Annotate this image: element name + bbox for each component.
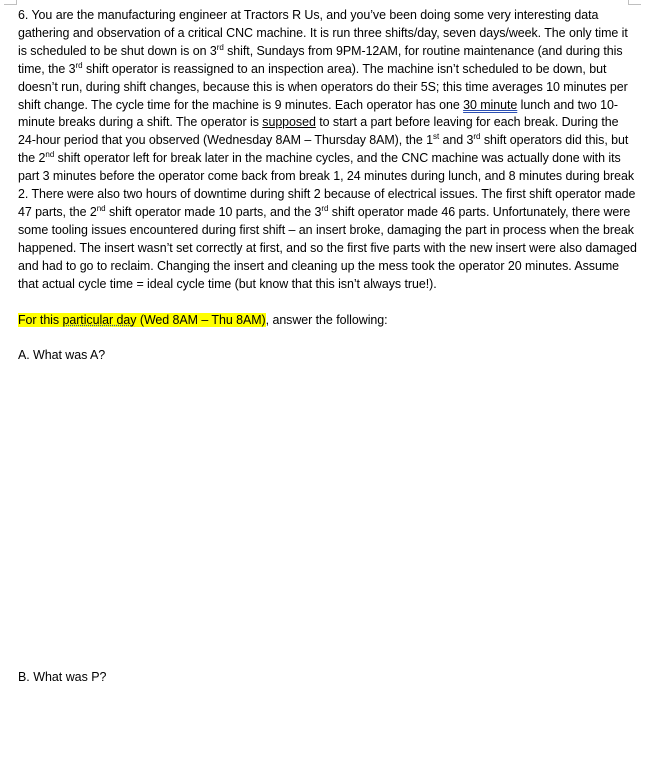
superscript-rd: rd	[321, 203, 329, 213]
problem-text-6: and 3	[439, 133, 474, 148]
instruction-pre: For this	[18, 312, 63, 327]
highlighted-instruction	[18, 313, 266, 327]
instruction-post: , answer the following:	[265, 312, 388, 327]
document-body	[18, 7, 638, 365]
underlined-supposed: supposed	[262, 115, 316, 130]
superscript-rd: rd	[216, 42, 224, 52]
instruction-line	[18, 312, 638, 330]
question-b: B. What was P?	[18, 670, 107, 684]
superscript-nd: nd	[96, 203, 106, 213]
superscript-rd: rd	[473, 132, 481, 142]
problem-text-2: shift, Sundays from 9PM-12AM, for routine maintenance (and during this time, the 3	[18, 43, 623, 76]
superscript-nd: nd	[45, 150, 55, 160]
problem-text-3: shift operator is reassigned to an inspection area). The machine isn’t scheduled to be down, but doesn’t run, during shift changes, because this is when operators do their 5S; this time averages 10 minutes per shift change. The cycle time for the machine is 9 minutes. Each operator has one	[18, 61, 628, 112]
problem-text-9: shift operator made 10 parts, and the 3	[105, 204, 322, 219]
page-corner-mark-right	[628, 0, 641, 5]
underlined-30-minute: 30 minute	[463, 97, 518, 112]
problem-text-7: shift operators did this, but the 2	[18, 133, 629, 166]
superscript-rd: rd	[75, 60, 83, 70]
page-corner-mark-left	[4, 0, 17, 5]
question-a: A. What was A?	[18, 348, 106, 363]
problem-text-1: 6. You are the manufacturing engineer at Tractors R Us, and you’ve been doing some very interesting data gathering and observation of a critical CNC machine. It is run three shifts/day, seven days/week. The only time it is scheduled to be shut down is on 3	[18, 8, 628, 58]
problem-text-8: shift operator left for break later in the machine cycles, and the CNC machine was actually done with its part 3 minutes before the operator come back from break 1, 24 minutes during lunch, and 8 minutes during break 2. There were also two hours of downtime during shift 2 because of electrical issues. The first shift operator made 47 parts, the 2	[18, 151, 636, 219]
superscript-st: st	[433, 132, 440, 142]
problem-text-10: shift operator made 46 parts. Unfortunately, there were some tooling issues encountered during first shift – an insert broke, damaging the part in process when the break happened. The insert wasn’t set correctly at first, and so the first five parts with the new insert were also damaged and had to go to reclaim. Changing the insert and cleaning up the mess took the operator 20 minutes. Assume that actual cycle time = ideal cycle time (but know that this isn’t always true!).	[18, 204, 637, 291]
underlined-particular-day: particular day	[62, 312, 137, 327]
problem-statement	[18, 7, 638, 294]
instruction-date-range: (Wed 8AM – Thu 8AM)	[136, 312, 266, 327]
problem-text-5: to start a part before leaving for each break. During the 24-hour period that you observed (Wednesday 8AM – Thursday 8AM), the 1	[18, 115, 619, 148]
problem-text-4: lunch and two 10-minute breaks during a shift. The operator is	[18, 97, 619, 130]
